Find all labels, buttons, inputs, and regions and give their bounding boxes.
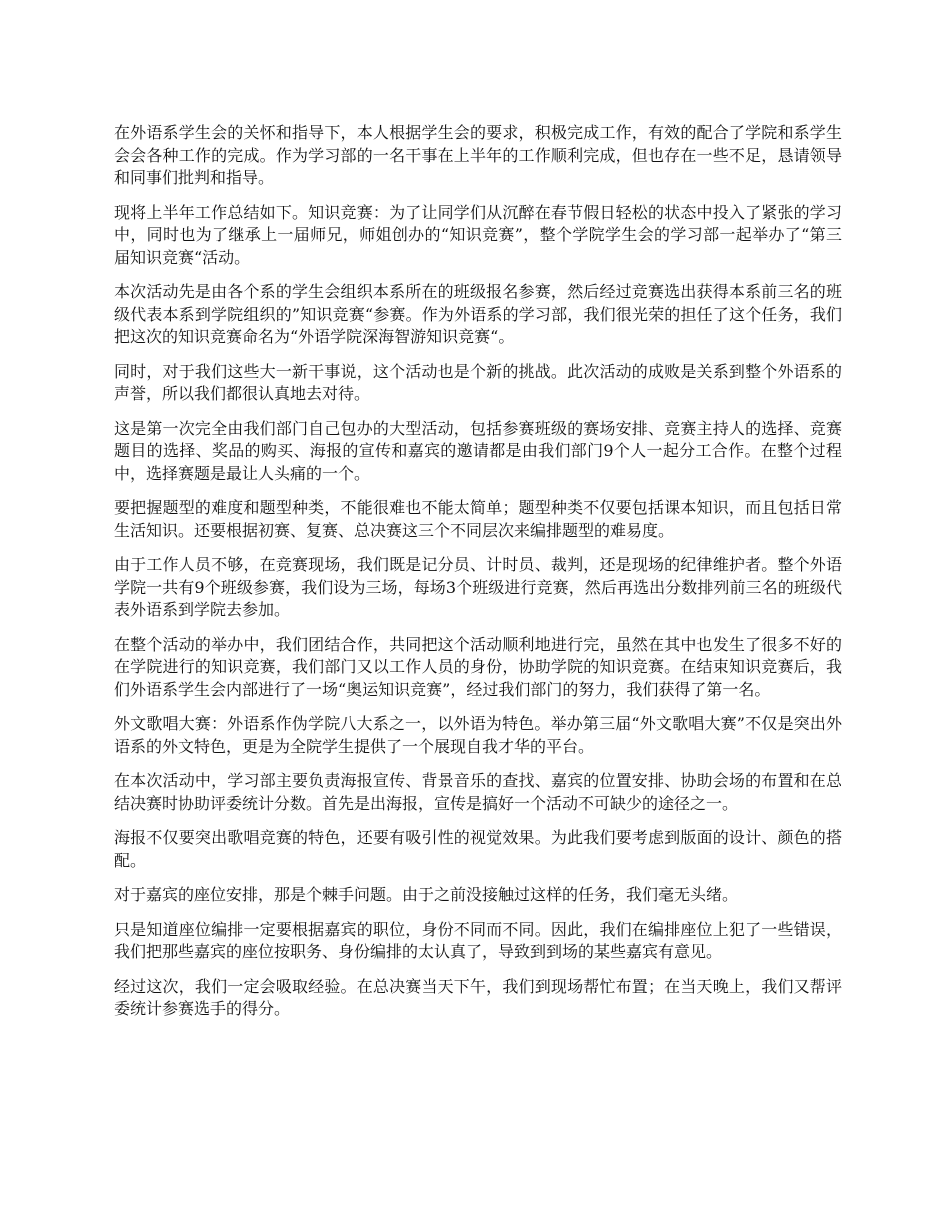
paragraph-6: 要把握题型的难度和题型种类，不能很难也不能太简单；题型种类不仅要包括课本知识，而且包括日常生活知识。还要根据初赛、复赛、总决赛这三个不同层次来编排题型的难易度。 <box>114 498 842 540</box>
paragraph-10: 在本次活动中，学习部主要负责海报宣传、背景音乐的查找、嘉宾的位置安排、协助会场的布置和在总结决赛时协助评委统计分数。首先是出海报，宣传是搞好一个活动不可缺少的途径之一。 <box>114 771 842 813</box>
paragraph-5: 这是第一次完全由我们部门自己包办的大型活动，包括参赛班级的赛场安排、竞赛主持人的选择、竞赛题目的选择、奖品的购买、海报的宣传和嘉宾的邀请都是由我们部门9个人一起分工合作。在整个过程中，选择赛题是最让人头痛的一个。 <box>114 418 842 483</box>
paragraph-8: 在整个活动的举办中，我们团结合作，共同把这个活动顺利地进行完，虽然在其中也发生了很多不好的在学院进行的知识竞赛，我们部门又以工作人员的身份，协助学院的知识竞赛。在结束知识竞赛后，我们外语系学生会内部进行了一场“奥运知识竞赛”，经过我们部门的努力，我们获得了第一名。 <box>114 634 842 699</box>
document-page <box>114 122 842 1033</box>
paragraph-2: 现将上半年工作总结如下。知识竞赛：为了让同学们从沉醉在春节假日轻松的状态中投入了紧张的学习中，同时也为了继承上一届师兄，师姐创办的“知识竞赛”，整个学院学生会的学习部一起举办了“第三届知识竞赛“活动。 <box>114 202 842 267</box>
paragraph-3: 本次活动先是由各个系的学生会组织本系所在的班级报名参赛，然后经过竞赛选出获得本系前三名的班级代表本系到学院组织的”知识竞赛“参赛。作为外语系的学习部，我们很光荣的担任了这个任务，我们把这次的知识竞赛命名为“外语学院深海智游知识竞赛“。 <box>114 282 842 346</box>
paragraph-4: 同时，对于我们这些大一新干事说，这个活动也是个新的挑战。此次活动的成败是关系到整个外语系的声誉，所以我们都很认真地去对待。 <box>114 361 842 403</box>
paragraph-1: 在外语系学生会的关怀和指导下，本人根据学生会的要求，积极完成工作，有效的配合了学院和系学生会会各种工作的完成。作为学习部的一名干事在上半年的工作顺利完成，但也存在一些不足，恳请领导和同事们批判和指导。 <box>114 123 842 187</box>
paragraph-14: 经过这次，我们一定会吸取经验。在总决赛当天下午，我们到现场帮忙布置；在当天晚上，我们又帮评委统计参赛选手的得分。 <box>114 976 842 1018</box>
paragraph-7: 由于工作人员不够，在竞赛现场，我们既是记分员、计时员、裁判，还是现场的纪律维护者。整个外语学院一共有9个班级参赛，我们设为三场，每场3个班级进行竞赛，然后再选出分数排列前三名的班级代表外语系到学院去参加。 <box>114 555 842 619</box>
paragraph-12: 对于嘉宾的座位安排，那是个棘手问题。由于之前没接触过这样的任务，我们毫无头绪。 <box>114 885 739 904</box>
paragraph-13: 只是知道座位编排一定要根据嘉宾的职位，身份不同而不同。因此，我们在编排座位上犯了一些错误，我们把那些嘉宾的座位按职务、身份编排的太认真了，导致到到场的某些嘉宾有意见。 <box>114 919 842 961</box>
paragraph-11: 海报不仅要突出歌唱竞赛的特色，还要有吸引性的视觉效果。为此我们要考虑到版面的设计、颜色的搭配。 <box>114 828 842 870</box>
paragraph-9: 外文歌唱大赛：外语系作伪学院八大系之一，以外语为特色。举办第三届“外文歌唱大赛”不仅是突出外语系的外文特色，更是为全院学生提供了一个展现自我才华的平台。 <box>114 714 842 756</box>
